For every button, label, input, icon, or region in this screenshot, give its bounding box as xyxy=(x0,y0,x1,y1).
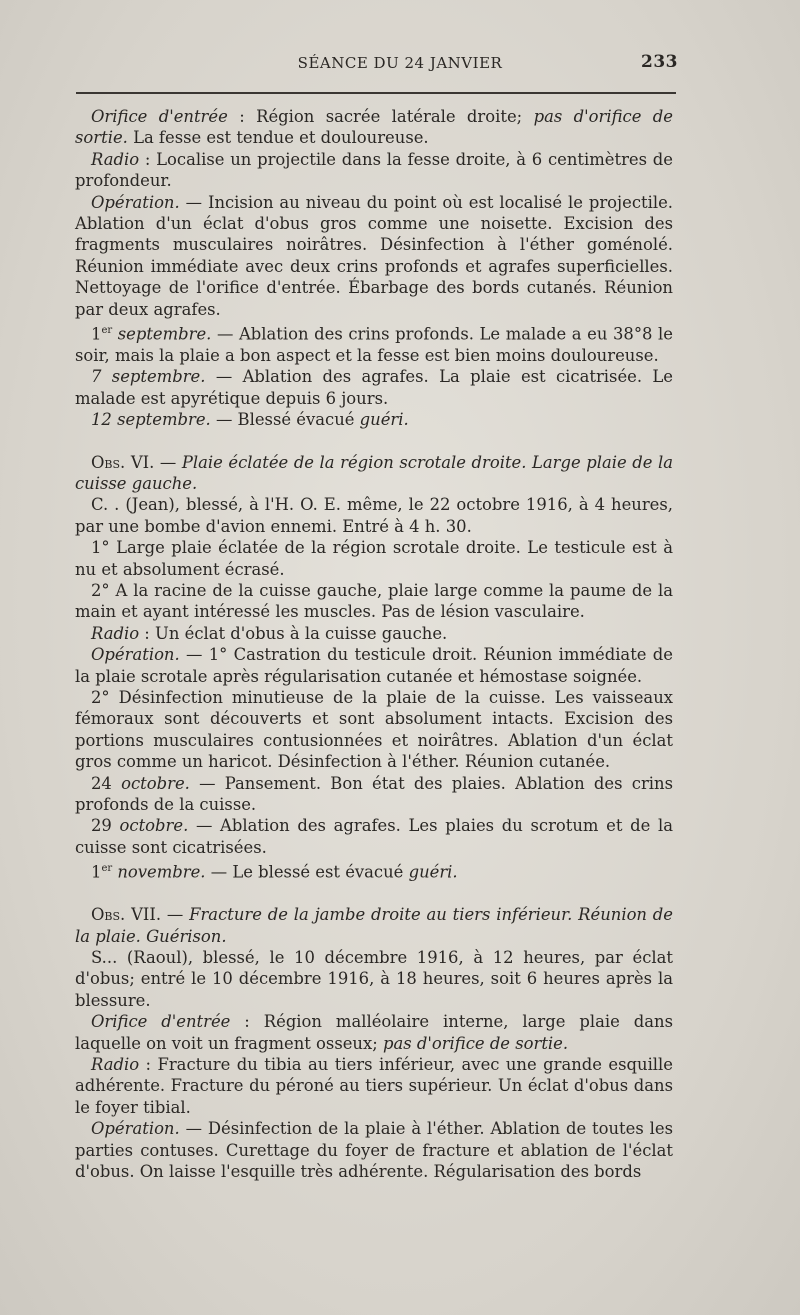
text-run: : Région malléolaire interne, large plaie dans laquelle on voit un fragment osseux; xyxy=(75,1012,673,1053)
paragraph xyxy=(75,1011,673,1054)
text-run: Opération. xyxy=(91,645,180,665)
paragraph xyxy=(75,192,673,320)
text-run: — 1° Castration du testicule droit. Réunion immédiate de la plaie scrotale après régularisation cutanée et hémostase soignée. xyxy=(75,645,673,686)
text-run: pas d'orifice de sortie. xyxy=(382,1033,569,1053)
text-run: Radio xyxy=(91,1055,140,1074)
text-run: Fracture de la jambe droite au tiers inférieur. Réunion de la plaie. Guérison. xyxy=(75,905,673,946)
text-run: Orifice d'entrée xyxy=(91,107,228,126)
text-run: Orifice d'entrée xyxy=(91,1012,231,1032)
text-run: : Fracture du tibia au tiers inférieur, avec une grande esquille adhérente. Fracture du péroné au tiers supérieur. Un éclat d'obus dans le foyer tibial. xyxy=(75,1055,673,1117)
text-run: Obs. VI. xyxy=(91,452,155,472)
paragraph xyxy=(75,106,673,149)
paragraph xyxy=(75,580,673,623)
paragraph xyxy=(75,409,673,430)
text-run: Plaie éclatée de la région scrotale droite. Large plaie de la cuisse gauche. xyxy=(75,452,674,493)
paragraph xyxy=(75,1118,673,1182)
text-run: — xyxy=(161,905,190,925)
paragraph xyxy=(75,858,673,883)
text-run: Obs. VII. xyxy=(91,905,162,925)
text-run: octobre. xyxy=(121,773,190,793)
paragraph xyxy=(75,644,673,687)
text-run: er xyxy=(101,863,113,875)
text-run: Radio xyxy=(91,149,140,169)
text-run: — Blessé évacué xyxy=(210,410,360,430)
text-run: 7 septembre. xyxy=(91,367,206,387)
text-run: 1 xyxy=(91,324,102,344)
paragraph xyxy=(75,494,673,537)
paragraph xyxy=(75,687,673,773)
text-run: — Ablation des agrafes. La plaie est cicatrisée. Le malade est apyrétique depuis 6 jours. xyxy=(75,367,674,408)
paragraph xyxy=(75,1054,673,1118)
page-number: 233 xyxy=(641,52,678,72)
text-run: — Pansement. Bon état des plaies. Ablation des crins profonds de la cuisse. xyxy=(75,773,673,815)
text-run: — Désinfection de la plaie à l'éther. Ablation de toutes les parties contuses. Curettage du foyer de fracture et ablation de l'éclat d'obus. On laisse l'esquille très adhérente. Régularisation des bords xyxy=(75,1119,673,1182)
text-run: Opération. xyxy=(91,192,180,212)
text-run: 2° Désinfection minutieuse de la plaie de la cuisse. Les vaisseaux fémoraux sont découverts et sont absolument intacts. Excision des portions musculaires contusionnées et noirâtres. Ablation d'un éclat gros comme un haricot. Désinfection à l'éther. Réunion cutanée. xyxy=(75,688,673,772)
paragraph xyxy=(75,773,673,816)
text-run: : Un éclat d'obus à la cuisse gauche. xyxy=(139,623,448,643)
text-run: 12 septembre. xyxy=(91,410,211,430)
paragraph xyxy=(75,149,673,192)
text-run: septembre. xyxy=(112,324,212,344)
header-rule xyxy=(76,92,676,94)
text-run: 1° Large plaie éclatée de la région scrotale droite. Le testicule est à nu et absolument écrasé. xyxy=(75,538,673,579)
text-run: Radio xyxy=(91,623,140,643)
text-run: — Incision au niveau du point où est localisé le projectile. Ablation d'un éclat d'obus gros comme une noisette. Excision des fragments musculaires noirâtres. Désinfection à l'éther goménolé. Réunion immédiate avec deux crins profonds et agrafes superficielles. Nettoyage de l'orifice d'entrée. Ébarbage des bords cutanés. Réunion par deux agrafes. xyxy=(75,192,673,319)
text-run: pas d'orifice de sortie. xyxy=(75,107,673,148)
text-run: guéri. xyxy=(359,410,409,430)
text-run: guéri. xyxy=(408,862,458,882)
paragraph xyxy=(75,366,673,409)
text-run: 24 xyxy=(91,773,122,793)
text-run: octobre. xyxy=(119,816,189,836)
running-header xyxy=(0,54,800,78)
paragraph xyxy=(75,815,673,858)
paragraph xyxy=(75,623,673,644)
text-run: C. . (Jean), blessé, à l'H. O. E. même, le 22 octobre 1916, à 4 heures, par une bombe d'avion ennemi. Entré à 4 h. 30. xyxy=(75,495,673,536)
body-text xyxy=(75,106,673,1182)
paragraph xyxy=(75,452,673,495)
text-run: 1 xyxy=(91,862,102,882)
text-run: : Région sacrée latérale droite; xyxy=(227,107,534,126)
paragraph xyxy=(75,320,673,366)
paragraph xyxy=(75,947,673,1011)
text-run: La fesse est tendue et douloureuse. xyxy=(127,128,429,148)
text-run: Opération. xyxy=(91,1119,180,1139)
text-run: : Localise un projectile dans la fesse droite, à 6 centimètres de profondeur. xyxy=(75,149,673,191)
text-run: S... (Raoul), blessé, le 10 décembre 1916, à 12 heures, par éclat d'obus; entré le 10 décembre 1916, à 18 heures, soit 6 heures après la blessure. xyxy=(75,947,673,1010)
running-title: SÉANCE DU 24 JANVIER xyxy=(297,54,503,72)
text-run: — xyxy=(154,452,182,472)
text-run: novembre. xyxy=(112,862,206,882)
paragraph xyxy=(75,904,673,947)
text-run: — Le blessé est évacué xyxy=(205,862,409,882)
text-run: — Ablation des agrafes. Les plaies du scrotum et de la cuisse sont cicatrisées. xyxy=(75,816,673,857)
text-run: 2° A la racine de la cuisse gauche, plaie large comme la paume de la main et ayant intéressé les muscles. Pas de lésion vasculaire. xyxy=(75,581,673,622)
text-run: er xyxy=(101,325,113,337)
paragraph xyxy=(75,537,673,580)
text-run: 29 xyxy=(91,816,120,836)
text-run: — Ablation des crins profonds. Le malade a eu 38°8 le soir, mais la plaie a bon aspect et la fesse est bien moins douloureuse. xyxy=(75,324,673,365)
